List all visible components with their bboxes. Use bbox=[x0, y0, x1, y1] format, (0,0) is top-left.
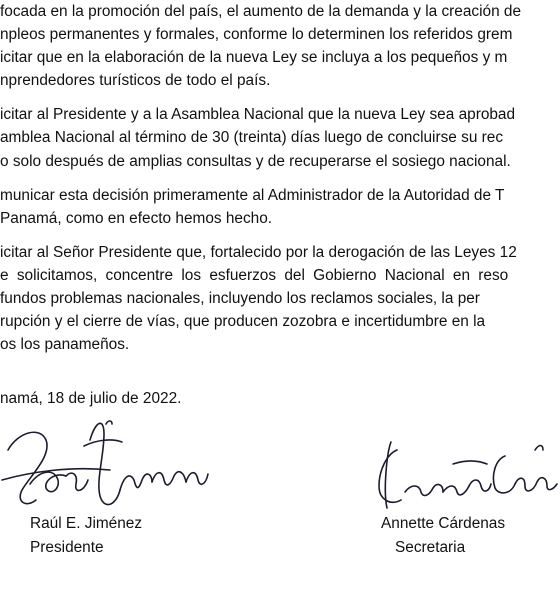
body-line-1: focada en la promoción del país, el aumento de la demanda y la creación de bbox=[0, 3, 522, 20]
body-line-10: icitar al Señor Presidente que, fortalecido por la derogación de las Leyes 12 bbox=[0, 244, 517, 261]
body-line-4: nprendedores turísticos de todo el país. bbox=[0, 72, 271, 89]
body-line-13: rupción y el cierre de vías, que producen zozobra e incertidumbre en la bbox=[0, 313, 486, 330]
body-line-11: e solicitamos, concentre los esfuerzos del Gobierno Nacional en reso bbox=[0, 267, 509, 284]
signatory-name-right: Annette Cárdenas bbox=[381, 515, 506, 532]
body-line-2: npleos permanentes y formales, conforme lo determinen los referidos grem bbox=[0, 26, 513, 43]
signatory-name-left: Raúl E. Jiménez bbox=[30, 515, 143, 532]
signatory-title-left: Presidente bbox=[30, 539, 104, 556]
handwritten-signature-icon bbox=[365, 430, 560, 520]
body-line-14: os los panameños. bbox=[0, 336, 130, 353]
date-line: namá, 18 de julio de 2022. bbox=[0, 390, 182, 407]
handwritten-signature-icon bbox=[0, 410, 240, 520]
signature-left-image bbox=[0, 410, 240, 520]
body-line-5: icitar al Presidente y a la Asamblea Nacional que la nueva Ley sea aprobad bbox=[0, 106, 516, 123]
body-line-8: municar esta decisión primeramente al Administrador de la Autoridad de T bbox=[0, 187, 505, 204]
signatory-title-right: Secretaria bbox=[395, 539, 466, 556]
body-line-6: amblea Nacional al término de 30 (treinta) días luego de concluirse su rec bbox=[0, 129, 504, 146]
body-line-9: Panamá, como en efecto hemos hecho. bbox=[0, 210, 273, 227]
body-line-12: fundos problemas nacionales, incluyendo los reclamos sociales, la per bbox=[0, 290, 480, 307]
body-line-7: o solo después de amplias consultas y de recuperarse el sosiego nacional. bbox=[0, 153, 511, 170]
body-line-3: icitar que en la elaboración de la nueva Ley se incluya a los pequeños y m bbox=[0, 49, 508, 66]
signature-right-image bbox=[365, 430, 560, 520]
